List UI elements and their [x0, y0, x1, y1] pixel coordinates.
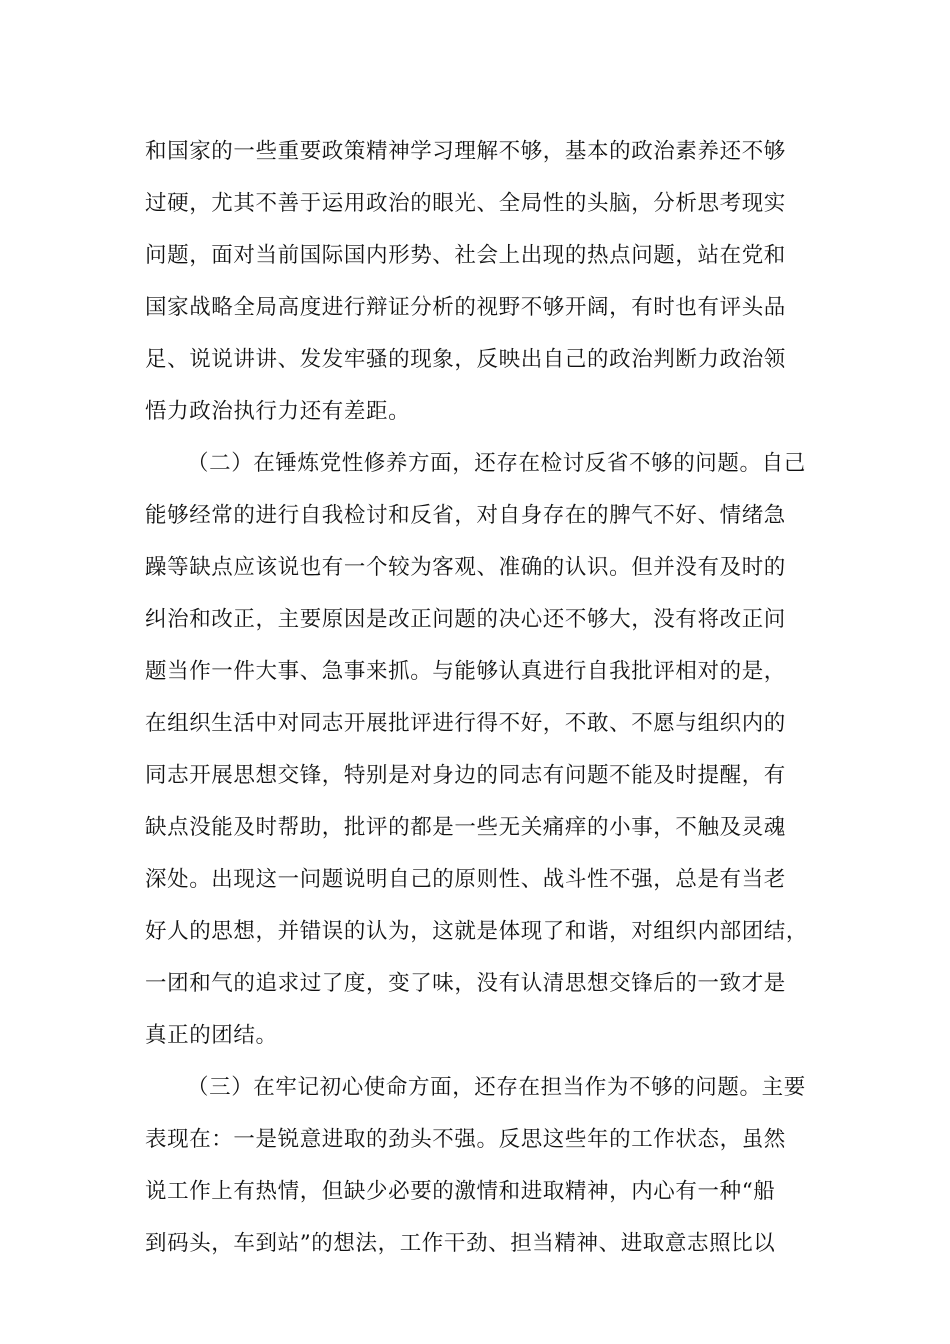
text-line: 悟力政治执行力还有差距。 — [145, 399, 411, 424]
text-line: 和国家的一些重要政策精神学习理解不够，基本的政治素养还不够 — [145, 139, 786, 164]
text-line: 一团和气的追求过了度，变了味，没有认清思想交锋后的一致才是 — [145, 971, 786, 996]
text-line: 能够经常的进行自我检讨和反省，对自身存在的脾气不好、情绪急 — [145, 503, 786, 528]
text-line: 同志开展思想交锋，特别是对身边的同志有问题不能及时提醒，有 — [145, 763, 786, 788]
section-heading-line: （三）在牢记初心使命方面，还存在担当作为不够的问题。主要 — [187, 1075, 806, 1100]
text-line: 说工作上有热情，但缺少必要的激情和进取精神，内心有一种“船 — [145, 1179, 776, 1204]
text-line: 题当作一件大事、急事来抓。与能够认真进行自我批评相对的是， — [145, 659, 786, 684]
text-line: 足、说说讲讲、发发牢骚的现象，反映出自己的政治判断力政治领 — [145, 347, 786, 372]
text-line: 缺点没能及时帮助，批评的都是一些无关痛痒的小事，不触及灵魂 — [145, 815, 786, 840]
text-line: 真正的团结。 — [145, 1023, 278, 1048]
text-line: 在组织生活中对同志开展批评进行得不好，不敢、不愿与组织内的 — [145, 711, 786, 736]
text-line: 深处。出现这一问题说明自己的原则性、战斗性不强，总是有当老 — [145, 867, 786, 892]
text-line: 好人的思想，并错误的认为，这就是体现了和谐，对组织内部团结， — [145, 919, 809, 944]
text-line: 表现在：一是锐意进取的劲头不强。反思这些年的工作状态，虽然 — [145, 1127, 786, 1152]
body-text — [145, 126, 825, 1270]
text-line: 国家战略全局高度进行辩证分析的视野不够开阔，有时也有评头品 — [145, 295, 786, 320]
text-line: 躁等缺点应该说也有一个较为客观、准确的认识。但并没有及时的 — [145, 555, 786, 580]
text-line: 问题，面对当前国际国内形势、社会上出现的热点问题，站在党和 — [145, 243, 786, 268]
text-line: 纠治和改正，主要原因是改正问题的决心还不够大，没有将改正问 — [145, 607, 786, 632]
text-line: 到码头，车到站”的想法，工作干劲、担当精神、进取意志照比以 — [145, 1231, 776, 1256]
section-heading-line: （二）在锤炼党性修养方面，还存在检讨反省不够的问题。自己 — [187, 451, 806, 476]
text-line: 过硬，尤其不善于运用政治的眼光、全局性的头脑，分析思考现实 — [145, 191, 786, 216]
